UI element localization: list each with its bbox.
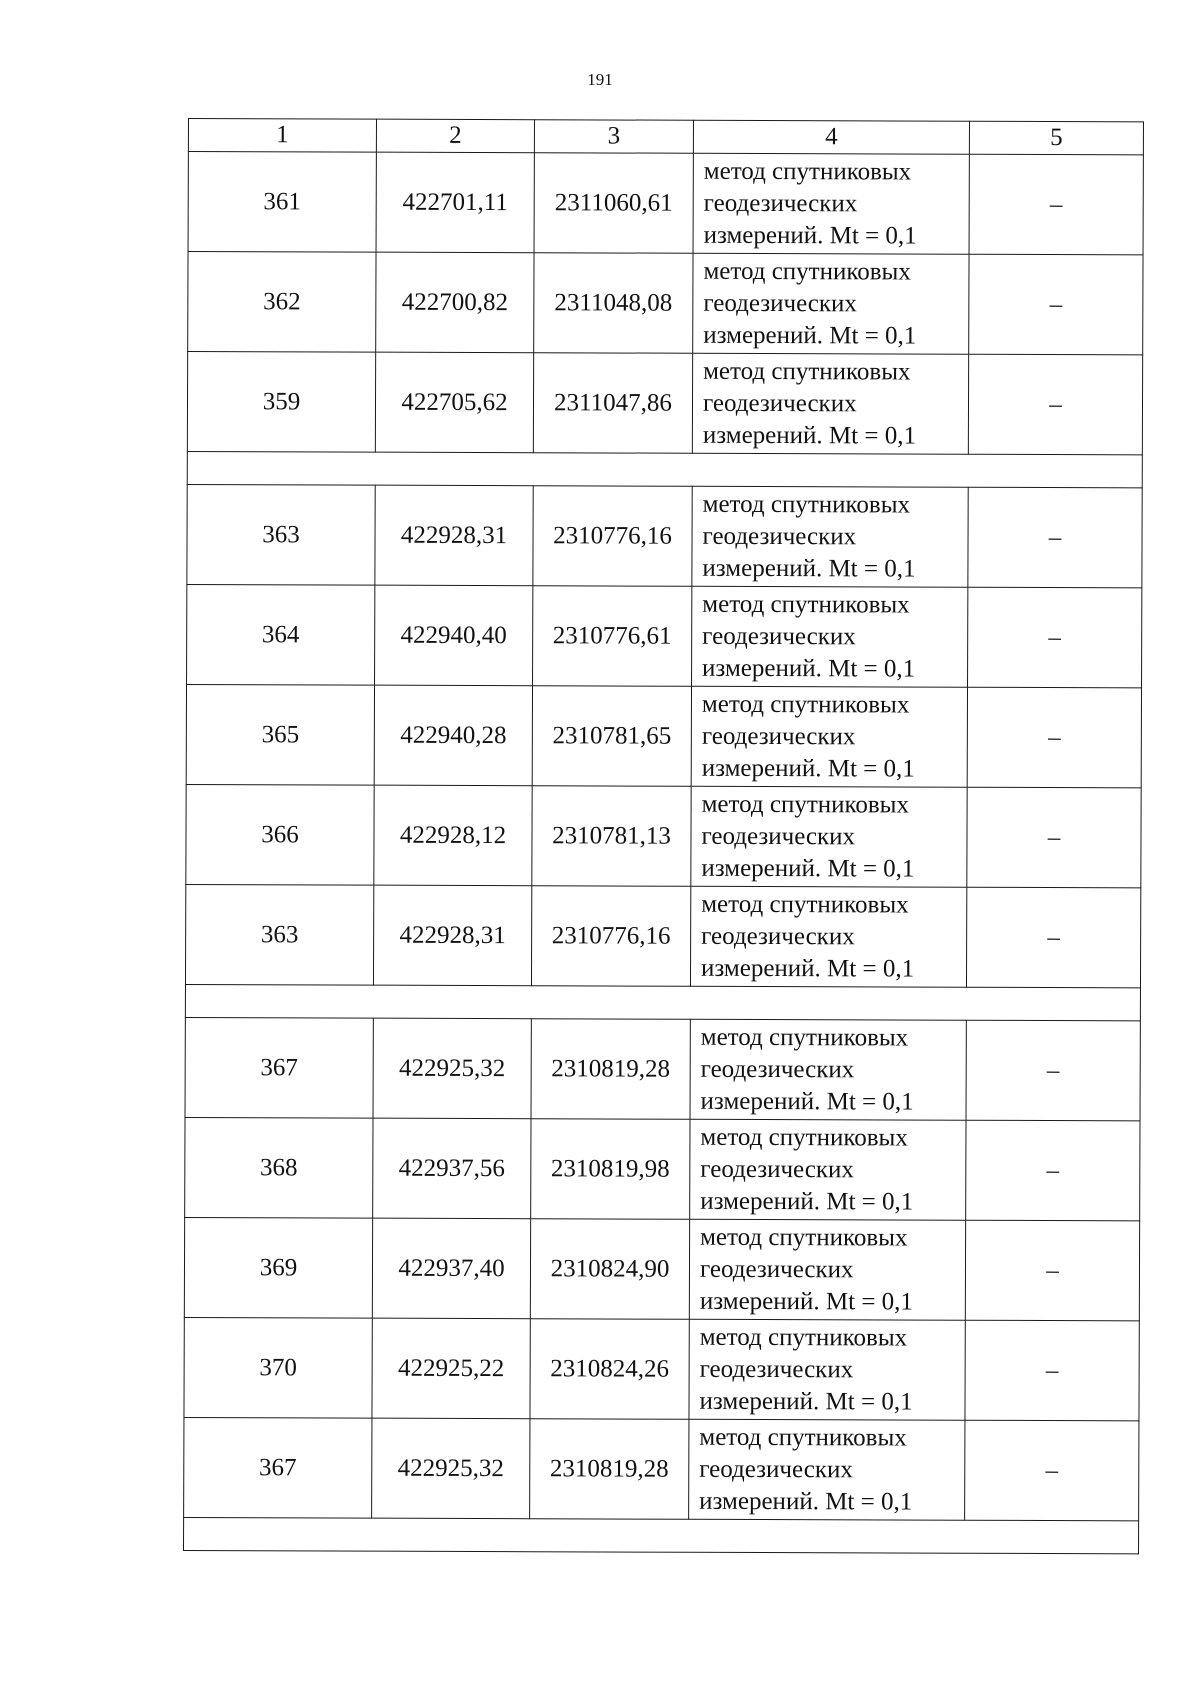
method-cell: [690, 1019, 966, 1120]
method-line: геодезических: [702, 389, 857, 417]
x-coordinate-cell: 422928,31: [375, 485, 533, 586]
table-row: [185, 1017, 1140, 1120]
point-number-cell: 369: [184, 1217, 372, 1318]
method-line: измерений. Mt = 0,1: [701, 754, 915, 783]
y-coordinate-cell: 2310776,61: [533, 586, 692, 687]
method-line: геодезических: [700, 1155, 854, 1183]
header-cell-3: 3: [534, 120, 693, 154]
method-line: геодезических: [703, 189, 858, 217]
table-row: [185, 1117, 1140, 1220]
method-line: геодезических: [701, 722, 856, 750]
note-cell: –: [965, 1420, 1139, 1521]
method-line: геодезических: [700, 1055, 855, 1083]
note-cell: –: [969, 254, 1143, 355]
x-coordinate-cell: 422940,28: [374, 685, 532, 786]
note-cell: –: [968, 354, 1142, 455]
method-cell: [690, 886, 966, 987]
method-line: измерений. Mt = 0,1: [702, 654, 916, 683]
method-line: геодезических: [702, 522, 857, 550]
note-cell: –: [965, 1320, 1139, 1421]
header-cell-4: 4: [693, 120, 969, 154]
method-line: измерений. Mt = 0,1: [703, 321, 917, 350]
y-coordinate-cell: 2311047,86: [533, 353, 692, 454]
x-coordinate-cell: 422925,32: [372, 1418, 530, 1519]
method-cell: [691, 686, 967, 787]
empty-separator-cell: [187, 451, 1142, 487]
method-cell: [689, 1419, 965, 1520]
point-number-cell: 361: [188, 152, 376, 253]
point-number-cell: 359: [187, 352, 375, 453]
point-number-cell: 363: [187, 484, 375, 585]
y-coordinate-cell: 2310776,16: [531, 886, 690, 987]
method-line: измерений. Mt = 0,1: [700, 1087, 914, 1116]
point-number-cell: 363: [185, 884, 373, 985]
note-cell: –: [969, 154, 1143, 255]
method-cell: [689, 1319, 965, 1420]
method-line: метод спутниковых: [701, 790, 910, 819]
x-coordinate-cell: 422940,40: [375, 585, 533, 686]
y-coordinate-cell: 2311048,08: [534, 253, 693, 354]
empty-separator-cell: [185, 984, 1140, 1020]
method-cell: [692, 486, 968, 587]
method-line: измерений. Mt = 0,1: [702, 421, 917, 450]
method-cell: [691, 786, 967, 887]
method-line: метод спутниковых: [700, 1123, 908, 1152]
x-coordinate-cell: 422928,31: [373, 885, 531, 986]
y-coordinate-cell: 2310824,26: [530, 1319, 689, 1420]
point-number-cell: 367: [184, 1417, 372, 1518]
note-cell: –: [967, 787, 1141, 888]
x-coordinate-cell: 422701,11: [376, 152, 534, 253]
note-cell: –: [966, 1120, 1140, 1221]
table-row: [184, 1317, 1139, 1420]
x-coordinate-cell: 422705,62: [375, 352, 533, 453]
y-coordinate-cell: 2310781,13: [532, 786, 691, 887]
method-line: метод спутниковых: [700, 1023, 909, 1052]
method-line: геодезических: [703, 289, 857, 317]
table-row: [186, 684, 1141, 787]
y-coordinate-cell: 2310819,98: [531, 1119, 690, 1220]
table-row: [184, 1417, 1139, 1520]
method-cell: [693, 153, 969, 254]
y-coordinate-cell: 2310781,65: [532, 686, 691, 787]
point-number-cell: 367: [185, 1017, 373, 1118]
group-separator-row: [185, 984, 1140, 1020]
method-line: измерений. Mt = 0,1: [700, 954, 915, 983]
method-line: метод спутниковых: [703, 157, 912, 186]
x-coordinate-cell: 422700,82: [376, 252, 534, 353]
method-line: метод спутниковых: [703, 357, 911, 386]
x-coordinate-cell: 422925,32: [373, 1018, 531, 1119]
method-line: метод спутниковых: [700, 1223, 908, 1252]
method-line: геодезических: [699, 1455, 853, 1483]
method-line: геодезических: [702, 622, 856, 650]
note-cell: –: [966, 887, 1140, 988]
table-row: [188, 252, 1143, 355]
point-number-cell: 366: [186, 784, 374, 885]
method-line: измерений. Mt = 0,1: [702, 554, 916, 583]
y-coordinate-cell: 2310819,28: [530, 1419, 689, 1520]
x-coordinate-cell: 422925,22: [372, 1318, 530, 1419]
table-row: [185, 884, 1140, 987]
y-coordinate-cell: 2311060,61: [534, 153, 693, 254]
method-line: метод спутниковых: [701, 890, 909, 919]
table-row: [187, 584, 1142, 687]
table-row: [184, 1217, 1139, 1320]
method-line: измерений. Mt = 0,1: [700, 1187, 914, 1216]
group-separator-row: [183, 1517, 1138, 1553]
x-coordinate-cell: 422928,12: [374, 785, 532, 886]
method-line: метод спутниковых: [699, 1423, 907, 1452]
note-cell: –: [967, 687, 1141, 788]
note-cell: –: [968, 587, 1142, 688]
method-line: геодезических: [701, 822, 856, 850]
method-line: измерений. Mt = 0,1: [699, 1387, 913, 1416]
coordinates-table: [183, 118, 1144, 1554]
point-number-cell: 368: [185, 1117, 373, 1218]
method-cell: [690, 1119, 966, 1220]
page-number: 191: [587, 70, 613, 89]
table-row: [187, 484, 1142, 587]
method-line: измерений. Mt = 0,1: [699, 1287, 913, 1316]
method-line: измерений. Mt = 0,1: [701, 854, 915, 883]
table-body: [183, 152, 1143, 1554]
method-line: метод спутниковых: [702, 490, 911, 519]
header-cell-5: 5: [969, 121, 1143, 155]
y-coordinate-cell: 2310776,16: [533, 486, 692, 587]
method-cell: [692, 586, 968, 687]
y-coordinate-cell: 2310824,90: [530, 1219, 689, 1320]
point-number-cell: 362: [188, 252, 376, 353]
point-number-cell: 370: [184, 1317, 372, 1418]
note-cell: –: [965, 1220, 1139, 1321]
method-cell: [692, 353, 968, 454]
point-number-cell: 365: [186, 684, 374, 785]
point-number-cell: 364: [187, 584, 375, 685]
y-coordinate-cell: 2310819,28: [531, 1019, 690, 1120]
method-line: геодезических: [699, 1255, 854, 1283]
method-cell: [689, 1219, 965, 1320]
x-coordinate-cell: 422937,56: [373, 1118, 531, 1219]
table-row: [186, 784, 1141, 887]
header-row: [188, 119, 1143, 155]
table-row: [188, 152, 1143, 255]
empty-separator-cell: [183, 1517, 1138, 1553]
method-line: метод спутниковых: [701, 690, 910, 719]
note-cell: –: [968, 487, 1142, 588]
method-line: измерений. Mt = 0,1: [703, 221, 917, 250]
method-line: метод спутниковых: [699, 1323, 908, 1352]
group-separator-row: [187, 451, 1142, 487]
method-line: измерений. Mt = 0,1: [699, 1487, 913, 1516]
method-line: метод спутниковых: [702, 590, 910, 619]
method-cell: [693, 253, 969, 354]
note-cell: –: [966, 1020, 1140, 1121]
method-line: геодезических: [699, 1355, 854, 1383]
table-row: [187, 352, 1142, 455]
x-coordinate-cell: 422937,40: [372, 1218, 530, 1319]
header-cell-1: 1: [188, 119, 376, 153]
header-cell-2: 2: [376, 119, 534, 153]
method-line: метод спутниковых: [703, 257, 911, 286]
method-line: геодезических: [701, 922, 855, 950]
